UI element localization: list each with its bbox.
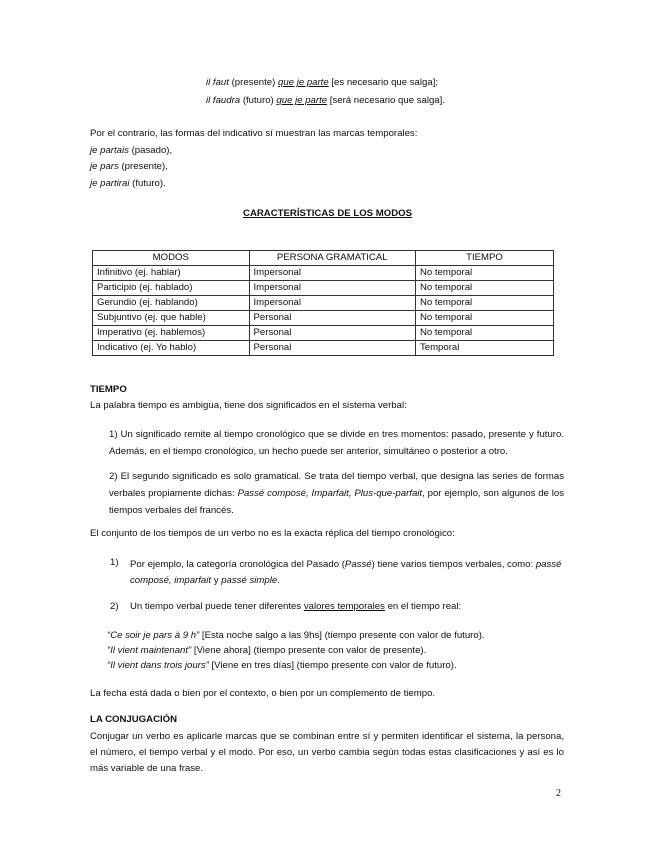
example-tense: (futuro): [242, 95, 274, 106]
table-cell: Personal: [249, 311, 415, 326]
quote-french: “Il vient maintenant”: [107, 645, 192, 656]
list1-text: Por ejemplo, la categoría cronológica del Pasado (: [130, 559, 345, 570]
quote-french: “Ce soir je pars à 9 h”: [107, 630, 200, 641]
table-row: [93, 341, 554, 356]
indicative-example: [90, 178, 166, 190]
table-row: [93, 281, 554, 296]
example-gloss: [será necesario que salga].: [329, 95, 445, 106]
list1-tenses: passé composé, imparfait: [130, 559, 562, 586]
list1-and: y: [211, 575, 222, 586]
example-verb: il faudra: [206, 95, 241, 106]
table-cell: Impersonal: [249, 281, 415, 296]
section-title-tiempo: TIEMPO: [90, 384, 127, 395]
quote-spanish: [Viene ahora] (tiempo presente con valor de presente).: [191, 645, 427, 656]
indicative-intro: Por el contrario, las formas del indicativo sí muestran las marcas temporales:: [90, 128, 418, 139]
quote-spanish: [Esta noche salgo a las 9hs] (tiempo presente con valor de futuro).: [199, 630, 485, 641]
point2-text-end: , por ejemplo, son algunos de los tiempos verbales del francés.: [109, 488, 565, 516]
table-cell: Personal: [249, 341, 415, 356]
modes-table: [92, 250, 554, 356]
example-tense: (presente): [231, 77, 276, 88]
indicative-label: (presente),: [121, 161, 168, 172]
list-item-1: [130, 557, 566, 589]
indicative-example: [90, 161, 168, 173]
quote-line: [107, 630, 485, 642]
table-cell: No temporal: [415, 266, 553, 281]
table-header-cell: PERSONA GRAMATICAL: [249, 251, 415, 266]
example-gloss: [es necesario que salga];: [331, 77, 439, 88]
point2-terms: Passé composé, Imparfait, Plus-que-parfait: [237, 488, 423, 499]
quote-french: “Il vient dans trois jours”: [107, 660, 209, 671]
table-cell: Impersonal: [249, 266, 415, 281]
indicative-label: (pasado),: [131, 145, 173, 156]
table-row: [93, 296, 554, 311]
table-header-cell: TIEMPO: [415, 251, 553, 266]
tiempo-point-1: 1) Un significado remite al tiempo cronológico que se divide en tres momentos: pasado, presente y futuro. Además, en el tiempo cronológico, un hecho puede ser anterior, simultáneo o posterior a otro.: [109, 429, 564, 457]
table-row: [93, 266, 554, 281]
indicative-form: je pars: [90, 161, 119, 172]
quote-line: [107, 660, 457, 672]
section-title-conjugacion: LA CONJUGACIÓN: [90, 714, 178, 725]
list1-period: .: [277, 575, 280, 586]
example-subjunctive: que je parte: [276, 95, 328, 106]
table-row: [93, 311, 554, 326]
table-cell: No temporal: [415, 311, 553, 326]
list2-text-end: en el tiempo real:: [384, 601, 462, 612]
example-verb: il faut: [206, 77, 229, 88]
list2-text: Un tiempo verbal puede tener diferentes: [130, 601, 304, 612]
table-cell: Participio (ej. hablado): [93, 281, 250, 296]
example-line-faudra: [206, 95, 445, 107]
table-cell: Imperativo (ej. hablemos): [93, 326, 250, 341]
table-cell: No temporal: [415, 281, 553, 296]
list1-passe: Passé: [344, 559, 372, 570]
page-number: 2: [556, 788, 561, 799]
list2-underlined: valores temporales: [303, 601, 385, 612]
table-cell: Impersonal: [249, 296, 415, 311]
tiempo-fecha: La fecha está dada o bien por el contexto, o bien por un complemento de tiempo.: [90, 688, 436, 699]
example-subjunctive: que je parte: [278, 77, 329, 88]
list1-passe-simple: passé simple: [221, 575, 278, 586]
table-header-row: [93, 251, 554, 266]
table-row: [93, 326, 554, 341]
table-cell: Infinitivo (ej. hablar): [93, 266, 250, 281]
table-header-cell: MODOS: [93, 251, 250, 266]
tiempo-point-2: [109, 468, 564, 519]
indicative-example: [90, 145, 172, 157]
table-cell: Gerundio (ej. hablando): [93, 296, 250, 311]
indicative-form: je partirai: [90, 178, 130, 189]
list-number-2: 2): [110, 601, 119, 612]
table-cell: Subjuntivo (ej. que hable): [93, 311, 250, 326]
table-title: CARACTERÍSTICAS DE LOS MODOS: [243, 208, 412, 219]
tiempo-conjunto: El conjunto de los tiempos de un verbo no es la exacta réplica del tiempo cronológico:: [90, 528, 455, 539]
table-cell: No temporal: [415, 296, 553, 311]
quote-spanish: [Viene en tres días] (tiempo presente con valor de futuro).: [208, 660, 457, 671]
indicative-label: (futuro).: [132, 178, 166, 189]
table-cell: No temporal: [415, 326, 553, 341]
conjugacion-text: Conjugar un verbo es aplicarle marcas que se combinan entre sí y permiten identificar el sistema, la persona, el número, el tiempo verbal y el modo. Por eso, un verbo cambia según todas estas clasificaciones y así es lo más variable de una frase.: [90, 731, 564, 774]
table-cell: Temporal: [415, 341, 553, 356]
tiempo-intro: La palabra tiempo es ambigua, tiene dos significados en el sistema verbal:: [90, 400, 407, 411]
indicative-form: je partais: [90, 145, 129, 156]
quote-line: [107, 645, 426, 657]
list-item-2: [130, 601, 461, 613]
table-cell: Personal: [249, 326, 415, 341]
example-line-faut: [206, 77, 438, 89]
list-number-1: 1): [110, 557, 119, 568]
point2-text: 2) El segundo significado es solo gramatical. Se trata del tiempo verbal, que designa las series de formas verbales propiamente dichas:: [109, 471, 564, 499]
table-cell: Indicativo (ej. Yo hablo): [93, 341, 250, 356]
list1-text-b: ) tiene varios tiempos verbales, como:: [371, 559, 536, 570]
